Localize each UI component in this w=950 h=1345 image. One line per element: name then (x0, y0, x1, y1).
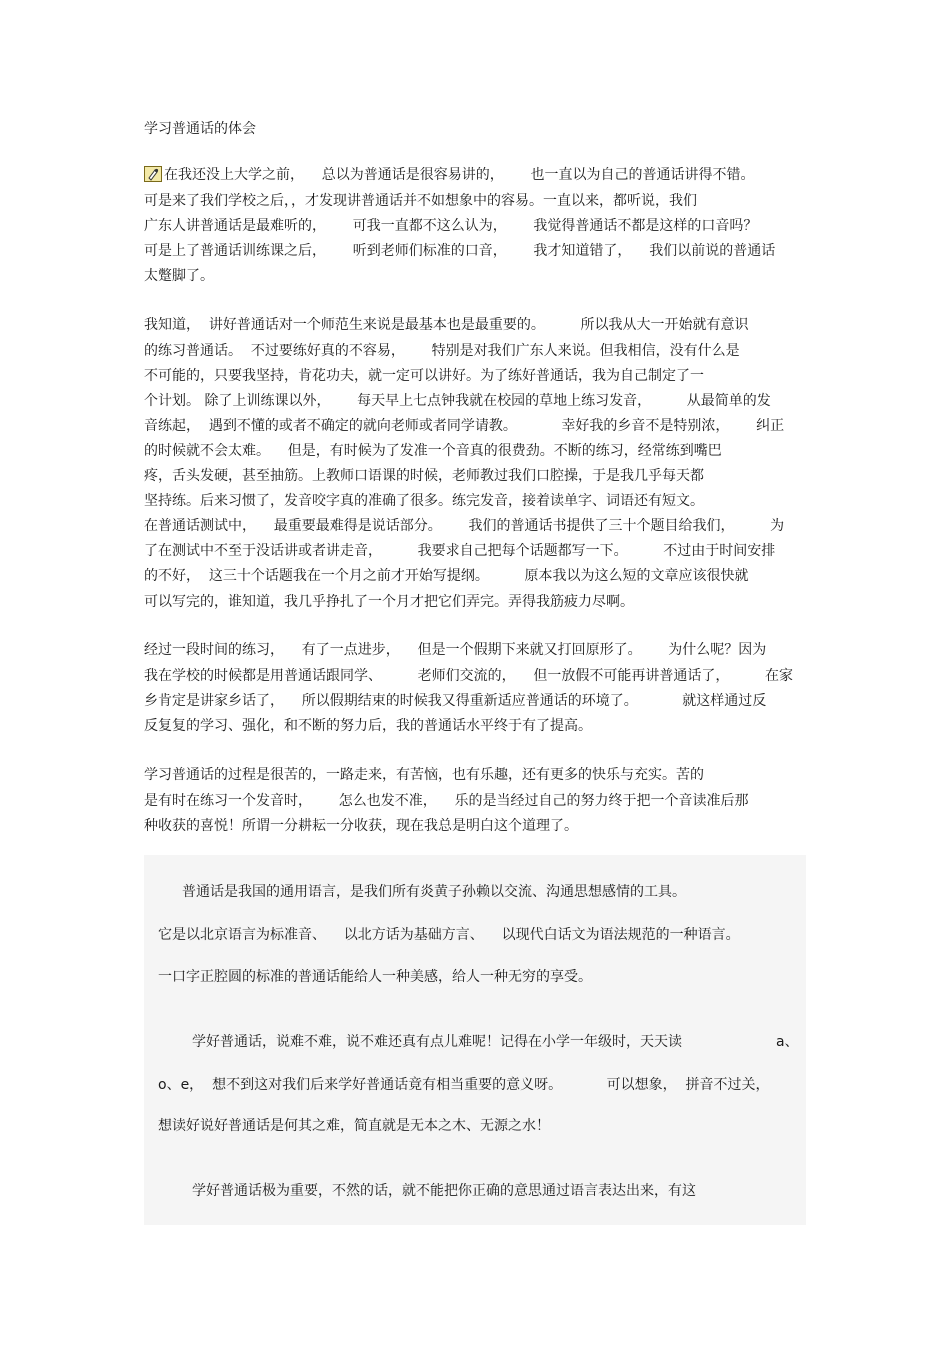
paragraph-line: 种收获的喜悦！所谓一分耕耘一分收获，现在我总是明白这个道理了。 (144, 818, 578, 834)
paragraph-line: 反复复的学习、强化，和不断的努力后，我的普通话水平终于有了提高。 (144, 718, 592, 734)
excerpt-line: a、 (776, 1034, 799, 1050)
paragraph-line: 可是上了普通话训练课之后， 听到老师们标准的口音， 我才知道错了， 我们以前说的普通话 (144, 243, 776, 259)
paragraph-line: 广东人讲普通话是最难听的， 可我一直都不这么认为， 我觉得普通话不都是这样的口音吗？ (144, 218, 758, 234)
paragraph-line: 了在测试中不至于没话讲或者讲走音， 我要求自己把每个话题都写一下。 不过由于时间安排 (144, 543, 776, 559)
paragraph-line: 的不好， 这三十个话题我在一个月之前才开始写提纲。 原本我以为这么短的文章应该很快就 (144, 568, 749, 584)
paragraph-line: 我知道， 讲好普通话对一个师范生来说是最基本也是最重要的。 所以我从大一开始就有意识 (144, 317, 749, 333)
excerpt-line: 学好普通话极为重要，不然的话，就不能把你正确的意思通过语言表达出来，有这 (192, 1183, 696, 1199)
edit-marker-icon (144, 166, 162, 182)
excerpt-line: 学好普通话，说难不难，说不难还真有点儿难呢！记得在小学一年级时，天天读 (192, 1034, 682, 1050)
document-title: 学习普通话的体会 (144, 121, 256, 137)
paragraph-line: 我在学校的时候都是用普通话跟同学、 老师们交流的， 但一放假不可能再讲普通话了， 在家 (144, 668, 794, 684)
paragraph-line: 的时候就不会太难。 但是，有时候为了发准一个音真的很费劲。不断的练习，经常练到嘴巴 (144, 443, 722, 459)
paragraph-line: 在普通话测试中， 最重要最难得是说话部分。 我们的普通话书提供了三十个题目给我们， 为 (144, 518, 785, 534)
excerpt-line: 普通话是我国的通用语言，是我们所有炎黄子孙赖以交流、沟通思想感情的工具。 (182, 884, 686, 900)
paragraph-line: 坚持练。后来习惯了，发音咬字真的准确了很多。练完发音，接着读单字、词语还有短文。 (144, 493, 704, 509)
excerpt-line: 一口字正腔圆的标准的普通话能给人一种美感，给人一种无穷的享受。 (158, 969, 592, 985)
paragraph-line: 在我还没上大学之前， 总以为普通话是很容易讲的， 也一直以为自己的普通话讲得不错。 (144, 165, 814, 185)
paragraph-line: 经过一段时间的练习， 有了一点进步， 但是一个假期下来就又打回原形了。 为什么呢？因为 (144, 642, 767, 658)
paragraph-line: 不可能的，只要我坚持，肯花功夫，就一定可以讲好。为了练好普通话，我为自己制定了一 (144, 368, 704, 384)
excerpt-box (144, 855, 806, 1225)
excerpt-line: o、e， 想不到这对我们后来学好普通话竟有相当重要的意义呀。 可以想象， 拼音不过关， (158, 1077, 770, 1093)
paragraph-line: 是有时在练习一个发音时， 怎么也发不准， 乐的是当经过自己的努力终于把一个音读准后那 (144, 793, 749, 809)
paragraph-line: 音练起， 遇到不懂的或者不确定的就向老师或者同学请教。 幸好我的乡音不是特别浓， 纠正 (144, 418, 785, 434)
paragraph-line: 学习普通话的过程是很苦的，一路走来，有苦恼，也有乐趣，还有更多的快乐与充实。苦的 (144, 767, 704, 783)
paragraph-line: 乡肯定是讲家乡话了， 所以假期结束的时候我又得重新适应普通话的环境了。 就这样通过反 (144, 693, 767, 709)
paragraph-line: 太蹩脚了。 (144, 268, 214, 284)
excerpt-line: 想读好说好普通话是何其之难，简直就是无本之木、无源之水！ (158, 1118, 550, 1134)
paragraph-line: 疼，舌头发硬，甚至抽筋。上教师口语课的时候，老师教过我们口腔操，于是我几乎每天都 (144, 468, 704, 484)
paragraph-line: 可以写完的，谁知道，我几乎挣扎了一个月才把它们弄完。弄得我筋疲力尽啊。 (144, 594, 634, 610)
paragraph-line: 个计划。 除了上训练课以外， 每天早上七点钟我就在校园的草地上练习发音， 从最简单的发 (144, 393, 771, 409)
excerpt-line: 它是以北京语言为标准音、 以北方话为基础方言、 以现代白话文为语法规范的一种语言。 (158, 927, 740, 943)
paragraph-line: 可是来了我们学校之后，，才发现讲普通话并不如想象中的容易。一直以来，都听说，我们 (144, 193, 697, 209)
paragraph-line: 的练习普通话。 不过要练好真的不容易， 特别是对我们广东人来说。但我相信，没有什么是 (144, 343, 740, 359)
